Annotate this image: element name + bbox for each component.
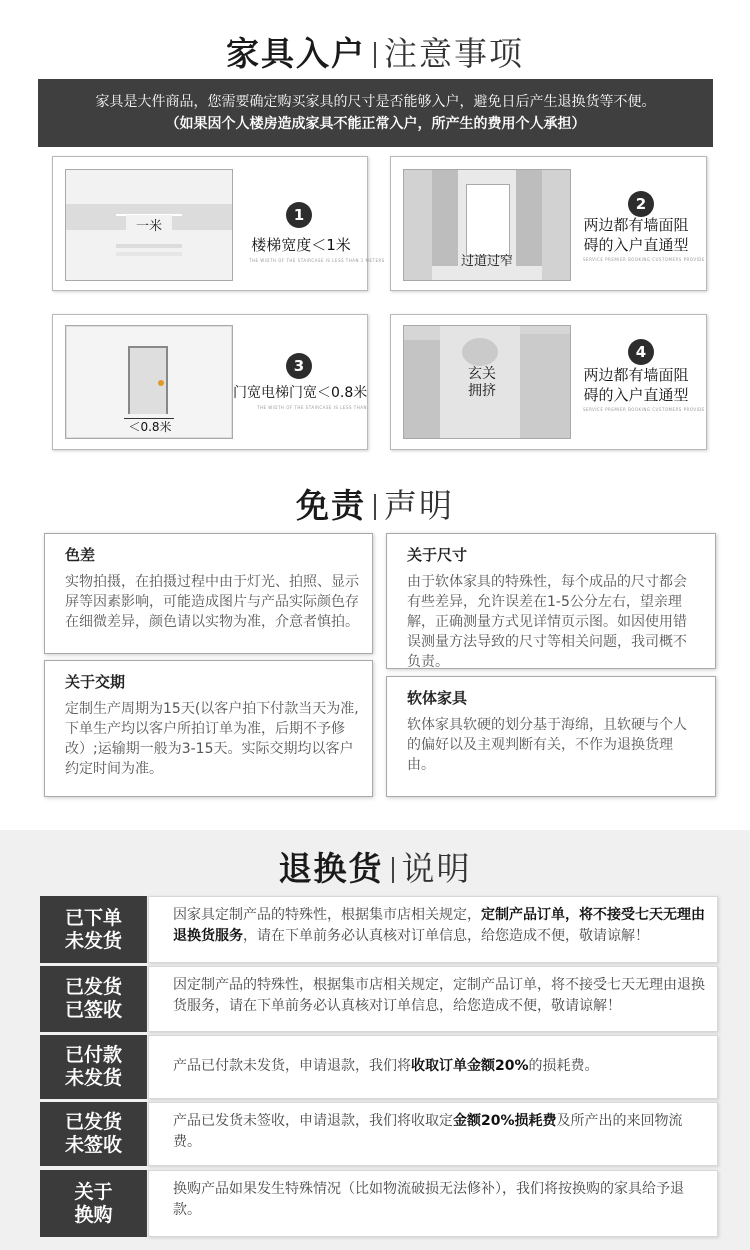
case-caption-4: 两边都有墙面阻碍的入户直通型	[583, 366, 689, 404]
return-label-line: 已下单	[64, 906, 122, 929]
return-text-bold: 金额20%损耗费	[453, 1113, 557, 1129]
disclaimer-text: 由于软体家具的特殊性，每个成品的尺寸都会有些差异，允许误差在1-5公分左右，望亲理解，正确测量方式见详情页示图。如因使用错误测量方法导致的尺寸等相关问题，我司概不负责。	[407, 574, 687, 670]
case-number-4: 4	[628, 339, 654, 365]
case-caption-2: 两边都有墙面阻碍的入户直通型	[583, 216, 689, 254]
section-title-disclaimer	[0, 480, 750, 527]
title-bold: 免责	[296, 486, 366, 525]
stair-illustration	[65, 169, 233, 281]
case-tiny-3: THE WIDTH OF THE STAIRCASE IS LESS THAN	[257, 405, 367, 410]
notice-line-1: 家具是大件商品，您需要确定购买家具的尺寸是否能够入户，避免日后产生退换货等不便。	[95, 94, 656, 110]
case-card-1	[52, 156, 385, 291]
title-sub: 说明	[401, 849, 472, 888]
case-number-2: 2	[628, 191, 654, 217]
return-label-line: 关于	[74, 1180, 113, 1203]
return-text-shipped-unsigned	[148, 1102, 718, 1166]
return-text: 产品已付款未发货，申请退款，我们将	[173, 1058, 411, 1074]
case-card-4	[390, 314, 707, 450]
door-width-label: ＜0.8米	[128, 420, 172, 434]
case-card-3	[52, 314, 368, 450]
case-tiny-4: SERVICE PREMIER BOOKING CUSTOMERS PROVIDE	[583, 407, 705, 412]
disclaimer-heading: 软体家具	[407, 689, 468, 707]
return-label-line: 未发货	[64, 929, 122, 952]
title-bold: 家具入户	[226, 34, 366, 73]
door-illustration	[65, 325, 233, 439]
return-text-exchange	[148, 1170, 718, 1237]
return-text-bold: 定制产品订单，将不接受七天无理由退换货服务	[173, 907, 705, 944]
return-label-ordered-unshipped	[40, 896, 147, 963]
narrow-corridor-label: 过道过窄	[460, 254, 513, 269]
title-divider	[392, 857, 394, 883]
case-number-1: 1	[286, 202, 312, 228]
return-text: 换购产品如果发生特殊情况（比如物流破损无法修补），我们将按换购的家具给予退款。	[173, 1181, 684, 1218]
return-text-ordered-unshipped	[148, 896, 718, 963]
return-text: 产品已发货未签收，申请退款，我们将收取定	[173, 1113, 453, 1129]
disclaimer-size	[386, 533, 716, 669]
return-text-bold: 收取订单金额20%	[411, 1058, 529, 1074]
one-meter-label: 一米	[126, 215, 172, 234]
return-text: 因定制产品的特殊性，根据集市店相关规定，定制产品订单，将不接受七天无理由退换货服务，请在下单前务必认真核对订单信息，给您造成不便，敬请谅解！	[173, 977, 705, 1014]
return-label-line: 已付款	[64, 1044, 122, 1066]
section-title-delivery	[0, 28, 750, 75]
disclaimer-text: 软体家具软硬的划分基于海绵，且软硬与个人的偏好以及主观判断有关，不作为退换货理由。	[407, 717, 687, 773]
disclaimer-soft-furniture	[386, 676, 716, 797]
title-sub: 注意事项	[384, 34, 524, 73]
title-bold: 退换货	[278, 849, 384, 888]
foyer-illustration	[403, 325, 571, 439]
case-tiny-1: THE WIDTH OF THE STAIRCASE IS LESS THAN 1 METERS	[249, 258, 385, 263]
disclaimer-delivery	[44, 660, 373, 797]
case-caption-3: 门宽电梯门宽＜0.8米	[233, 385, 368, 401]
return-label-shipped-unsigned	[40, 1102, 147, 1166]
case-caption-1: 楼梯宽度＜1米	[251, 236, 351, 254]
return-text: 及所产出的来回物流费。	[173, 1113, 683, 1150]
case-tiny-2: SERVICE PREMIER BOOKING CUSTOMERS PROVIDE	[583, 257, 705, 262]
return-text: ，请在下单前务必认真核对订单信息，给您造成不便，敬请谅解！	[243, 928, 649, 944]
delivery-notice	[38, 79, 713, 147]
disclaimer-heading: 关于尺寸	[407, 546, 468, 564]
return-label-line: 换购	[74, 1203, 113, 1226]
disclaimer-text: 实物拍摄，在拍摄过程中由于灯光、拍照、显示屏等因素影响，可能造成图片与产品实际颜色存在细微差异，颜色请以实物为准，介意者慎拍。	[65, 574, 359, 630]
return-label-exchange	[40, 1170, 147, 1237]
return-text: 因家具定制产品的特殊性，根据集市店相关规定，	[173, 907, 481, 923]
section-title-returns	[0, 843, 750, 890]
return-text: 的损耗费。	[528, 1058, 599, 1074]
title-sub: 声明	[384, 486, 454, 525]
return-text-shipped-signed	[148, 966, 718, 1032]
title-divider	[374, 494, 376, 520]
case-number-3: 3	[286, 353, 312, 379]
return-label-line: 已发货	[64, 1111, 122, 1133]
return-label-line: 已签收	[64, 999, 122, 1021]
disclaimer-text: 定制生产周期为15天(以客户拍下付款当天为准,下单生产均以客户所拍订单为准，后期不予修改）;运输期一般为3-15天。实际交期均以客户约定时间为准。	[65, 701, 359, 777]
disclaimer-heading: 色差	[65, 546, 96, 564]
return-label-line: 已发货	[64, 976, 122, 998]
return-label-line: 未签收	[64, 1134, 122, 1156]
corridor-illustration	[403, 169, 571, 281]
crowded-foyer-label: 玄关拥挤	[468, 366, 496, 399]
disclaimer-heading: 关于交期	[65, 673, 126, 691]
return-text-paid-unshipped	[148, 1035, 718, 1099]
title-divider	[374, 42, 376, 68]
case-card-2	[390, 156, 707, 291]
return-label-paid-unshipped	[40, 1035, 147, 1099]
return-label-shipped-signed	[40, 966, 147, 1032]
notice-line-2: （如果因个人楼房造成家具不能正常入户，所产生的费用个人承担）	[165, 116, 586, 132]
disclaimer-color	[44, 533, 373, 654]
return-label-line: 未发货	[64, 1067, 122, 1089]
